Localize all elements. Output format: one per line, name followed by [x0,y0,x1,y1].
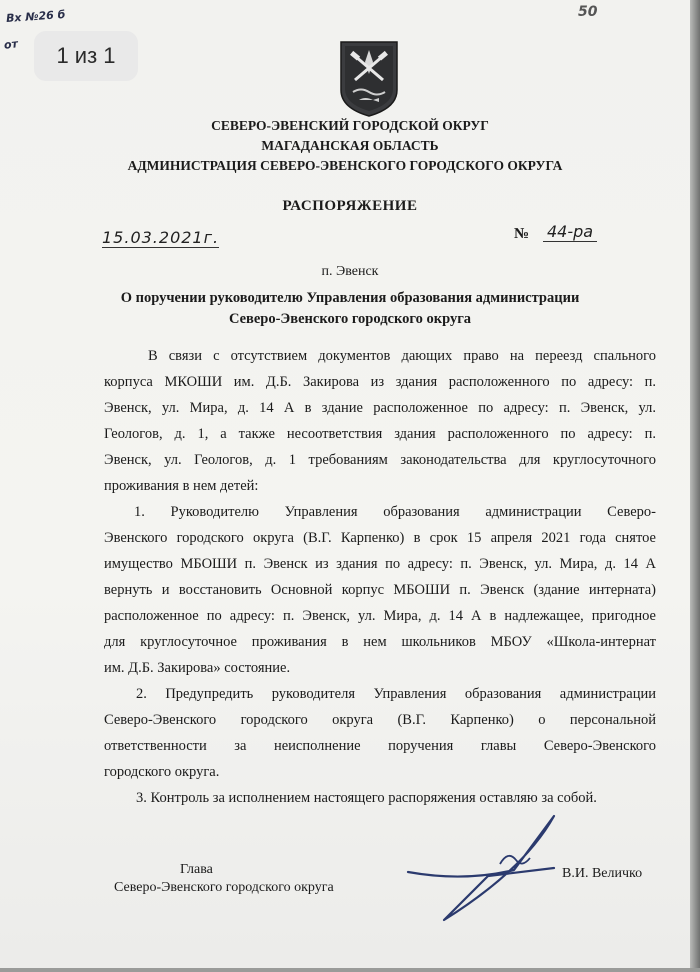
document-date: 15.03.2021г. [102,228,220,247]
body-intro-line: Геологов, д. 1, а также несоответствия здания расположенного по адресу: п. [104,426,656,442]
body-intro-line: корпуса МКОШИ им. Д.Б. Закирова из здания расположенного по адресу: п. [104,374,656,390]
body-intro-line: В связи с отсутствием документов дающих право на переезд спального [148,348,656,364]
number-label: № [514,226,530,242]
document-type: РАСПОРЯЖЕНИЕ [282,198,418,214]
signature-icon [404,810,564,925]
body-intro-line: проживания в нем детей: [104,478,259,494]
page-counter: 1 из 1 [34,31,138,81]
margin-note-from: от [3,37,19,52]
document-number: 44-ра [543,222,597,242]
signer-name: В.И. Величко [562,866,643,881]
item-1-line: им. Д.Б. Закирова» состояние. [104,660,291,676]
item-2-line: ответственности за неисполнение поручения главы Северо-Эвенского [104,738,656,754]
item-1-line: 1. Руководителю Управления образования администрации Северо- [134,504,656,520]
item-2-line: городского округа. [104,764,220,780]
item-2-line: Северо-Эвенского городского округа (В.Г. Карпенко) о персональной [104,712,656,728]
body-intro-line: Эвенск, ул. Геологов, д. 1 требованиям законодательства для круглосуточного [104,452,656,468]
item-2-line: 2. Предупредить руководителя Управления образования администрации [136,686,656,702]
item-1-line: имущество МБОШИ п. Эвенск из здания по адресу: п. Эвенск, ул. Мира, д. 14 А [104,556,656,572]
signer-title-line-2: Северо-Эвенского городского округа [114,880,334,895]
header-administration: АДМИНИСТРАЦИЯ СЕВЕРО-ЭВЕНСКОГО ГОРОДСКОГО ОКРУГА [127,158,563,173]
margin-note-incoming-number: Вх №26 б [5,7,66,26]
body-intro-line: Эвенск, ул. Мира, д. 14 А в здание расположенное по адресу: п. Эвенск, ул. [104,400,656,416]
item-1-line: для круглосуточное проживания в нем школьников МБОУ «Школа-интернат [104,634,656,650]
header-region: МАГАДАНСКАЯ ОБЛАСТЬ [261,138,439,153]
page-edge-bottom [0,968,700,972]
margin-note-page-number: 50 [578,4,598,20]
item-3-line: 3. Контроль за исполнением настоящего распоряжения оставляю за собой. [136,790,597,806]
subject-line-1: О поручении руководителю Управления образования администрации [120,290,580,306]
coat-of-arms-icon [339,40,399,118]
item-1-line: Эвенского городского округа (В.Г. Карпенко) в срок 15 апреля 2021 года снятое [104,530,656,546]
header-district: СЕВЕРО-ЭВЕНСКИЙ ГОРОДСКОЙ ОКРУГ [211,118,489,133]
signer-title-line-1: Глава [180,862,213,877]
subject-line-2: Северо-Эвенского городского округа [228,311,472,327]
place: п. Эвенск [321,264,379,279]
item-1-line: вернуть и восстановить Основной корпус МБОШИ п. Эвенск (здание интерната) [104,582,656,598]
item-1-line: расположенное по адресу: п. Эвенск, ул. Мира, д. 14 А в надлежащее, пригодное [104,608,656,624]
